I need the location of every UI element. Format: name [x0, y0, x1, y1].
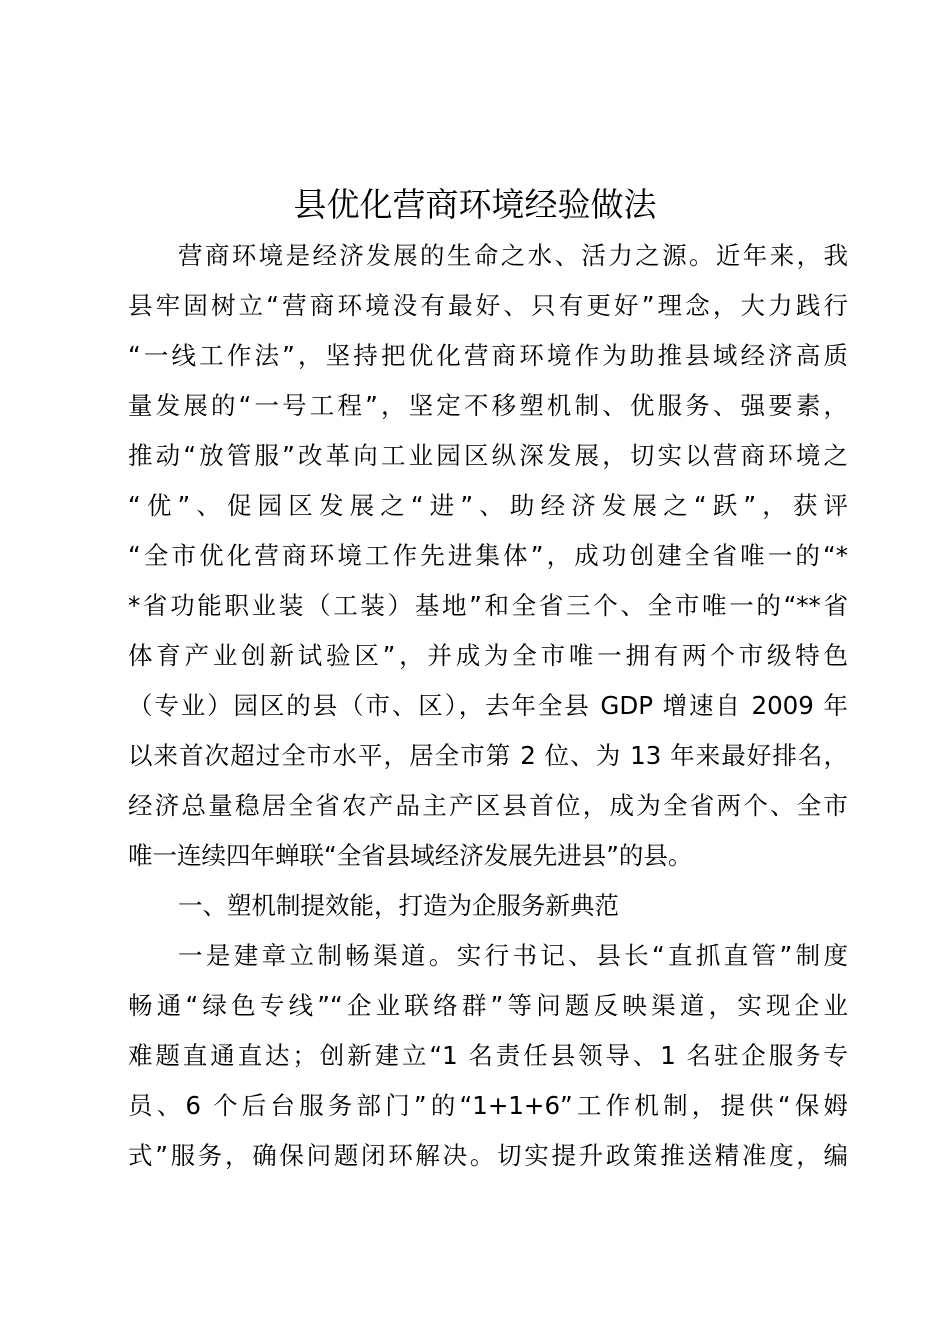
paragraph-line: “一线工作法”，坚持把优化营商环境作为助推县域经济高质: [128, 341, 848, 370]
paragraph-line: 量发展的“一号工程”，坚定不移塑机制、优服务、强要素，: [128, 391, 848, 420]
paragraph-line: 体育产业创新试验区”，并成为全市唯一拥有两个市级特色: [128, 641, 848, 670]
document-body: [128, 231, 848, 1181]
paragraph-line: （专业）园区的县（市、区），去年全县 GDP 增速自 2009 年: [128, 691, 848, 720]
paragraph-line: 员、6 个后台服务部门”的“1+1+6”工作机制，提供“保姆: [128, 1091, 848, 1120]
paragraph-line: 难题直通直达；创新建立“1 名责任县领导、1 名驻企服务专: [128, 1041, 848, 1070]
paragraph-line: 县牢固树立“营商环境没有最好、只有更好”理念，大力践行: [128, 291, 848, 320]
document-title: 县优化营商环境经验做法: [293, 185, 657, 224]
paragraph-line: “优”、促园区发展之“进”、助经济发展之“跃”，获评: [128, 491, 848, 520]
paragraph-line: 营商环境是经济发展的生命之水、活力之源。近年来，我: [178, 241, 848, 270]
paragraph-line: 推动“放管服”改革向工业园区纵深发展，切实以营商环境之: [128, 441, 848, 470]
paragraph-line: 以来首次超过全市水平，居全市第 2 位、为 13 年来最好排名，: [128, 741, 848, 770]
paragraph-line: 畅通“绿色专线”“企业联络群”等问题反映渠道，实现企业: [128, 991, 848, 1020]
paragraph-line: “全市优化营商环境工作先进集体”，成功创建全省唯一的“*: [128, 541, 848, 570]
section-heading: 一、塑机制提效能，打造为企服务新典范: [178, 891, 619, 920]
paragraph-line: 式”服务，确保问题闭环解决。切实提升政策推送精准度，编: [128, 1141, 848, 1170]
paragraph-line: 一是建章立制畅渠道。实行书记、县长“直抓直管”制度: [178, 941, 848, 970]
paragraph-line: *省功能职业装（工装）基地”和全省三个、全市唯一的“**省: [128, 591, 848, 620]
paragraph-line: 唯一连续四年蝉联“全省县域经济发展先进县”的县。: [128, 841, 693, 870]
paragraph-line: 经济总量稳居全省农产品主产区县首位，成为全省两个、全市: [128, 791, 848, 820]
